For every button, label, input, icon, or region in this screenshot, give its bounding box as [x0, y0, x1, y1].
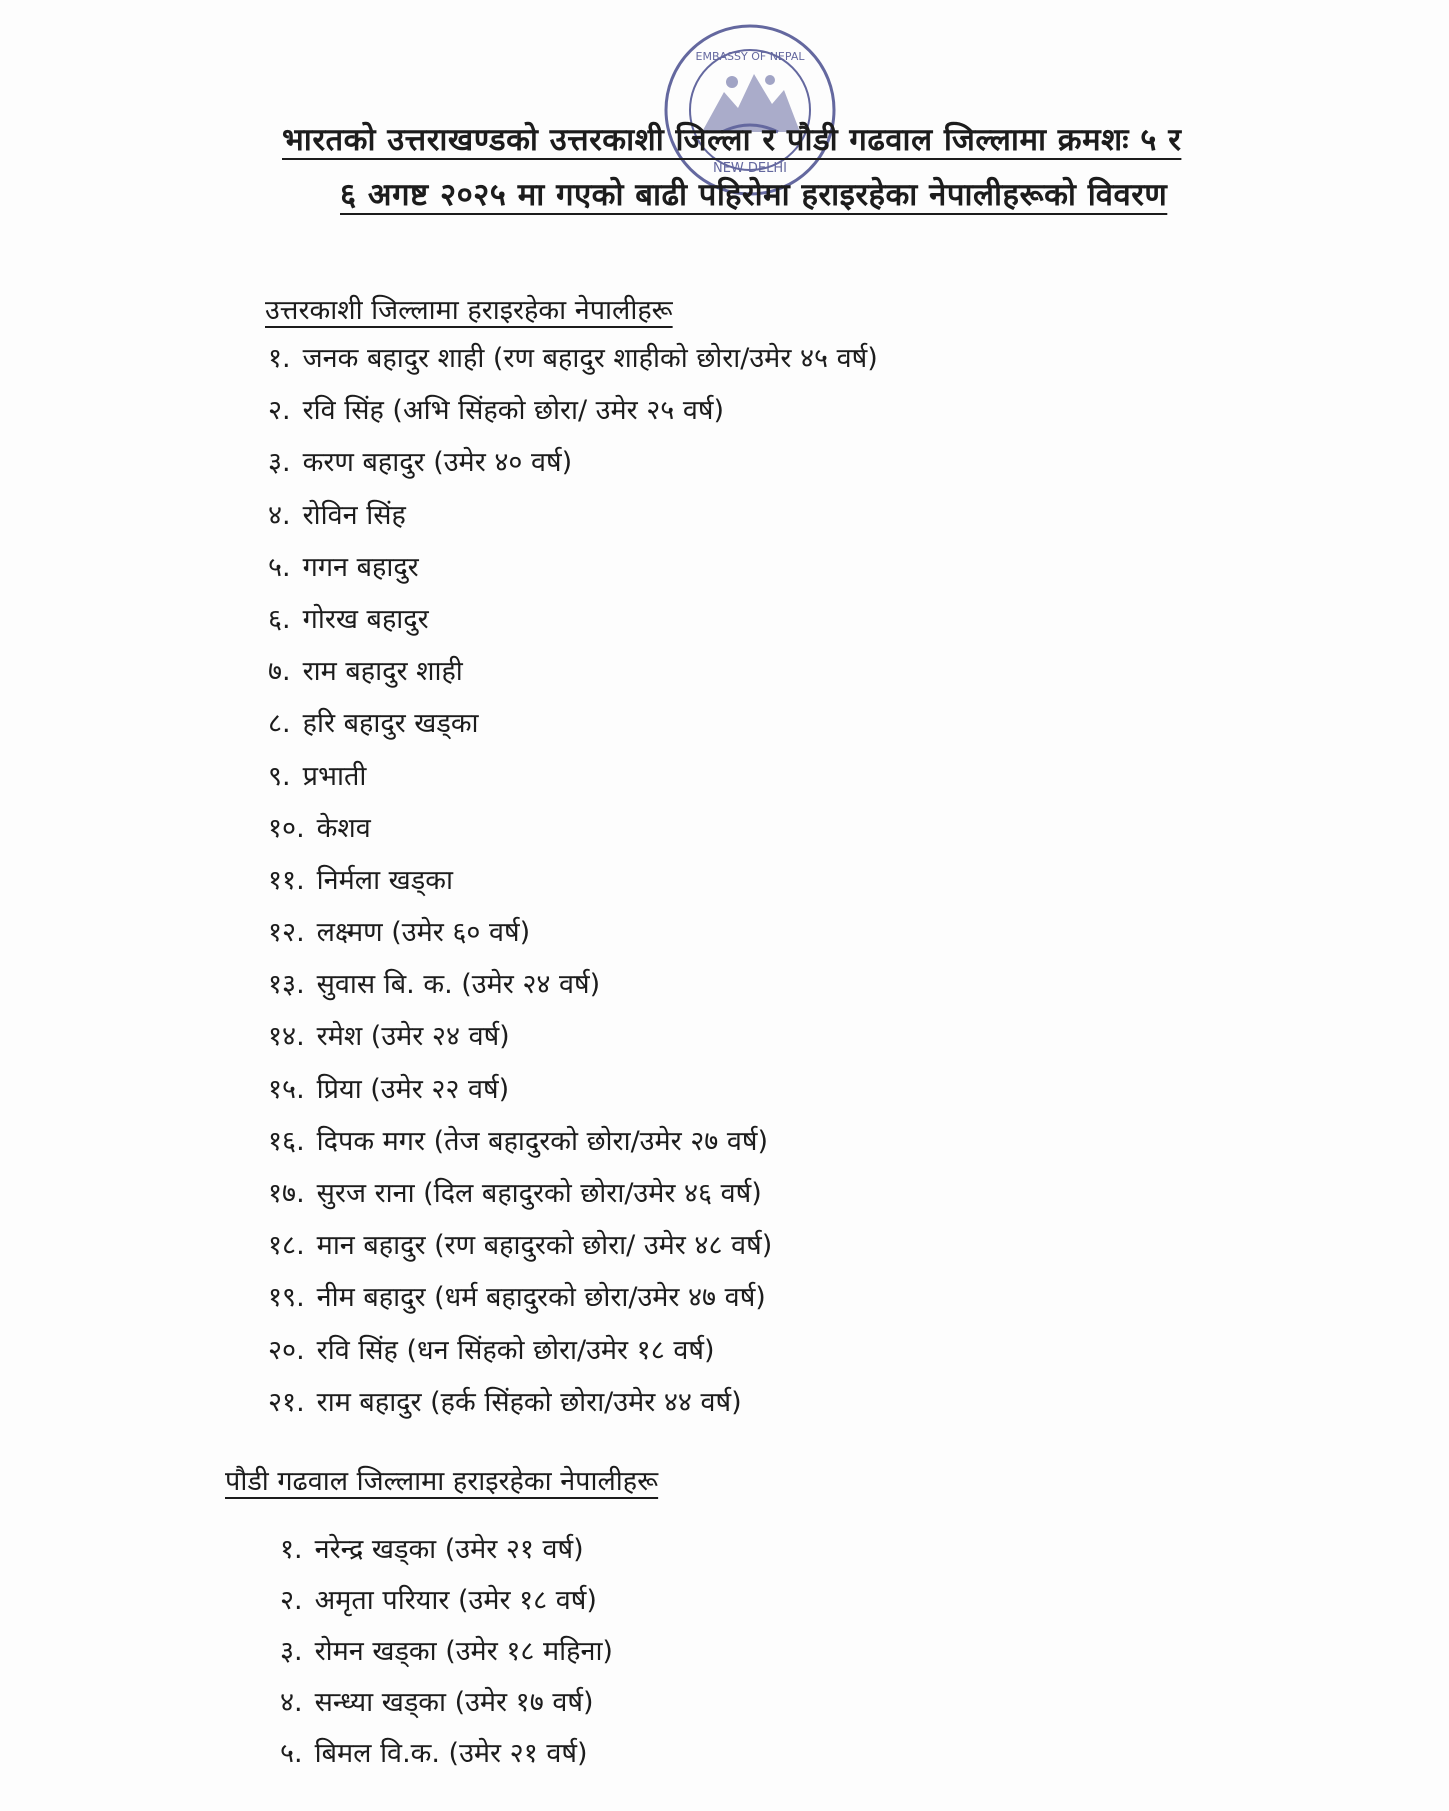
list-item	[268, 751, 878, 803]
item-text: गगन बहादुर	[302, 551, 419, 583]
list-item	[268, 385, 878, 437]
item-number: ५.	[280, 1738, 303, 1769]
item-text: मान बहादुर (रण बहादुरको छोरा/ उमेर ४८ वर्ष)	[316, 1230, 773, 1262]
item-text: रमेश (उमेर २४ वर्ष)	[316, 1021, 510, 1053]
list-item	[280, 1626, 613, 1677]
missing-list-uttarkashi	[268, 333, 878, 1429]
list-item	[268, 594, 878, 646]
list-item	[280, 1575, 613, 1626]
item-text: केशव	[316, 812, 371, 844]
list-item	[268, 1220, 878, 1272]
item-text: जनक बहादुर शाही (रण बहादुर शाहीको छोरा/उमेर ४५ वर्ष)	[302, 343, 878, 374]
item-number: १५.	[268, 1073, 305, 1105]
list-item	[268, 1325, 878, 1377]
item-number: १.	[280, 1534, 303, 1565]
item-text: रवि सिंह (धन सिंहको छोरा/उमेर १८ वर्ष)	[316, 1334, 715, 1366]
document-title-line-2: ६ अगष्ट २०२५ मा गएको बाढी पहिरोमा हराइरहेका नेपालीहरूको विवरण	[340, 177, 1168, 213]
section-heading-pauri-garhwal: पौडी गढवाल जिल्लामा हराइरहेका नेपालीहरू	[225, 1466, 659, 1497]
item-text: गोरख बहादुर	[302, 603, 429, 635]
item-text: लक्ष्मण (उमेर ६० वर्ष)	[316, 917, 531, 949]
list-item	[268, 542, 878, 594]
list-item	[268, 490, 878, 542]
item-text: सन्ध्या खड्का (उमेर १७ वर्ष)	[314, 1687, 594, 1718]
list-item	[280, 1728, 613, 1779]
item-number: ७.	[268, 656, 291, 688]
list-item	[268, 803, 878, 855]
item-text: प्रिया (उमेर २२ वर्ष)	[316, 1073, 510, 1105]
item-text: सुवास बि. क. (उमेर २४ वर्ष)	[316, 969, 601, 1001]
item-text: सुरज राना (दिल बहादुरको छोरा/उमेर ४६ वर्ष)	[316, 1178, 762, 1209]
list-item	[268, 437, 878, 489]
item-number: ११.	[268, 864, 305, 896]
item-number: ४.	[268, 499, 291, 531]
missing-list-pauri-garhwal	[280, 1524, 613, 1779]
item-number: १.	[268, 343, 291, 374]
list-item	[280, 1677, 613, 1728]
list-item	[268, 1377, 878, 1429]
list-item	[268, 698, 878, 750]
item-number: ८.	[268, 708, 291, 740]
item-number: १९.	[268, 1282, 305, 1314]
list-item	[280, 1524, 613, 1575]
item-text: करण बहादुर (उमेर ४० वर्ष)	[302, 447, 573, 479]
stamp-text-bottom: NEW DELHI	[712, 161, 788, 176]
item-number: २.	[268, 395, 291, 427]
item-number: ६.	[268, 603, 291, 635]
item-number: २१.	[268, 1386, 305, 1418]
item-number: ५.	[268, 551, 291, 583]
item-number: १८.	[268, 1230, 305, 1262]
list-item	[268, 959, 878, 1011]
item-number: १४.	[268, 1021, 305, 1053]
list-item	[268, 855, 878, 907]
item-text: नरेन्द्र खड्का (उमेर २१ वर्ष)	[314, 1534, 584, 1565]
list-item	[268, 333, 878, 385]
section-heading-uttarkashi: उत्तरकाशी जिल्लामा हराइरहेका नेपालीहरू	[265, 295, 673, 326]
list-item	[268, 1064, 878, 1116]
stamp-text-top: EMBASSY OF NEPAL	[695, 50, 805, 63]
item-text: रवि सिंह (अभि सिंहको छोरा/ उमेर २५ वर्ष)	[302, 395, 725, 427]
item-number: ३.	[268, 447, 291, 479]
item-number: २०.	[268, 1334, 305, 1366]
item-number: १३.	[268, 969, 305, 1001]
item-text: दिपक मगर (तेज बहादुरको छोरा/उमेर २७ वर्ष)	[316, 1125, 769, 1157]
item-text: अमृता परियार (उमेर १८ वर्ष)	[314, 1585, 597, 1616]
list-item	[268, 1168, 878, 1220]
item-number: ३.	[280, 1636, 303, 1667]
item-text: निर्मला खड्का	[316, 864, 453, 896]
item-text: रोमन खड्का (उमेर १८ महिना)	[314, 1636, 613, 1667]
item-text: प्रभाती	[302, 760, 367, 792]
item-text: राम बहादुर शाही	[302, 656, 463, 688]
item-text: बिमल वि.क. (उमेर २१ वर्ष)	[314, 1738, 588, 1769]
list-item	[268, 646, 878, 698]
item-number: १६.	[268, 1125, 305, 1157]
item-text: राम बहादुर (हर्क सिंहको छोरा/उमेर ४४ वर्ष)	[316, 1386, 742, 1418]
item-number: ९.	[268, 760, 291, 792]
list-item	[268, 1116, 878, 1168]
item-number: १२.	[268, 917, 305, 949]
item-number: १०.	[268, 812, 305, 844]
item-number: १७.	[268, 1178, 305, 1209]
embassy-seal-icon	[662, 22, 838, 198]
item-text: हरि बहादुर खड्का	[302, 708, 479, 740]
item-number: ४.	[280, 1687, 303, 1718]
list-item	[268, 907, 878, 959]
list-item	[268, 1272, 878, 1324]
item-text: नीम बहादुर (धर्म बहादुरको छोरा/उमेर ४७ वर्ष)	[316, 1282, 766, 1314]
item-text: रोविन सिंह	[302, 499, 406, 531]
list-item	[268, 1011, 878, 1063]
item-number: २.	[280, 1585, 303, 1616]
document-title-line-1: भारतको उत्तराखण्डको उत्तरकाशी जिल्ला र पौडी गढवाल जिल्लामा क्रमशः ५ र	[282, 122, 1182, 158]
